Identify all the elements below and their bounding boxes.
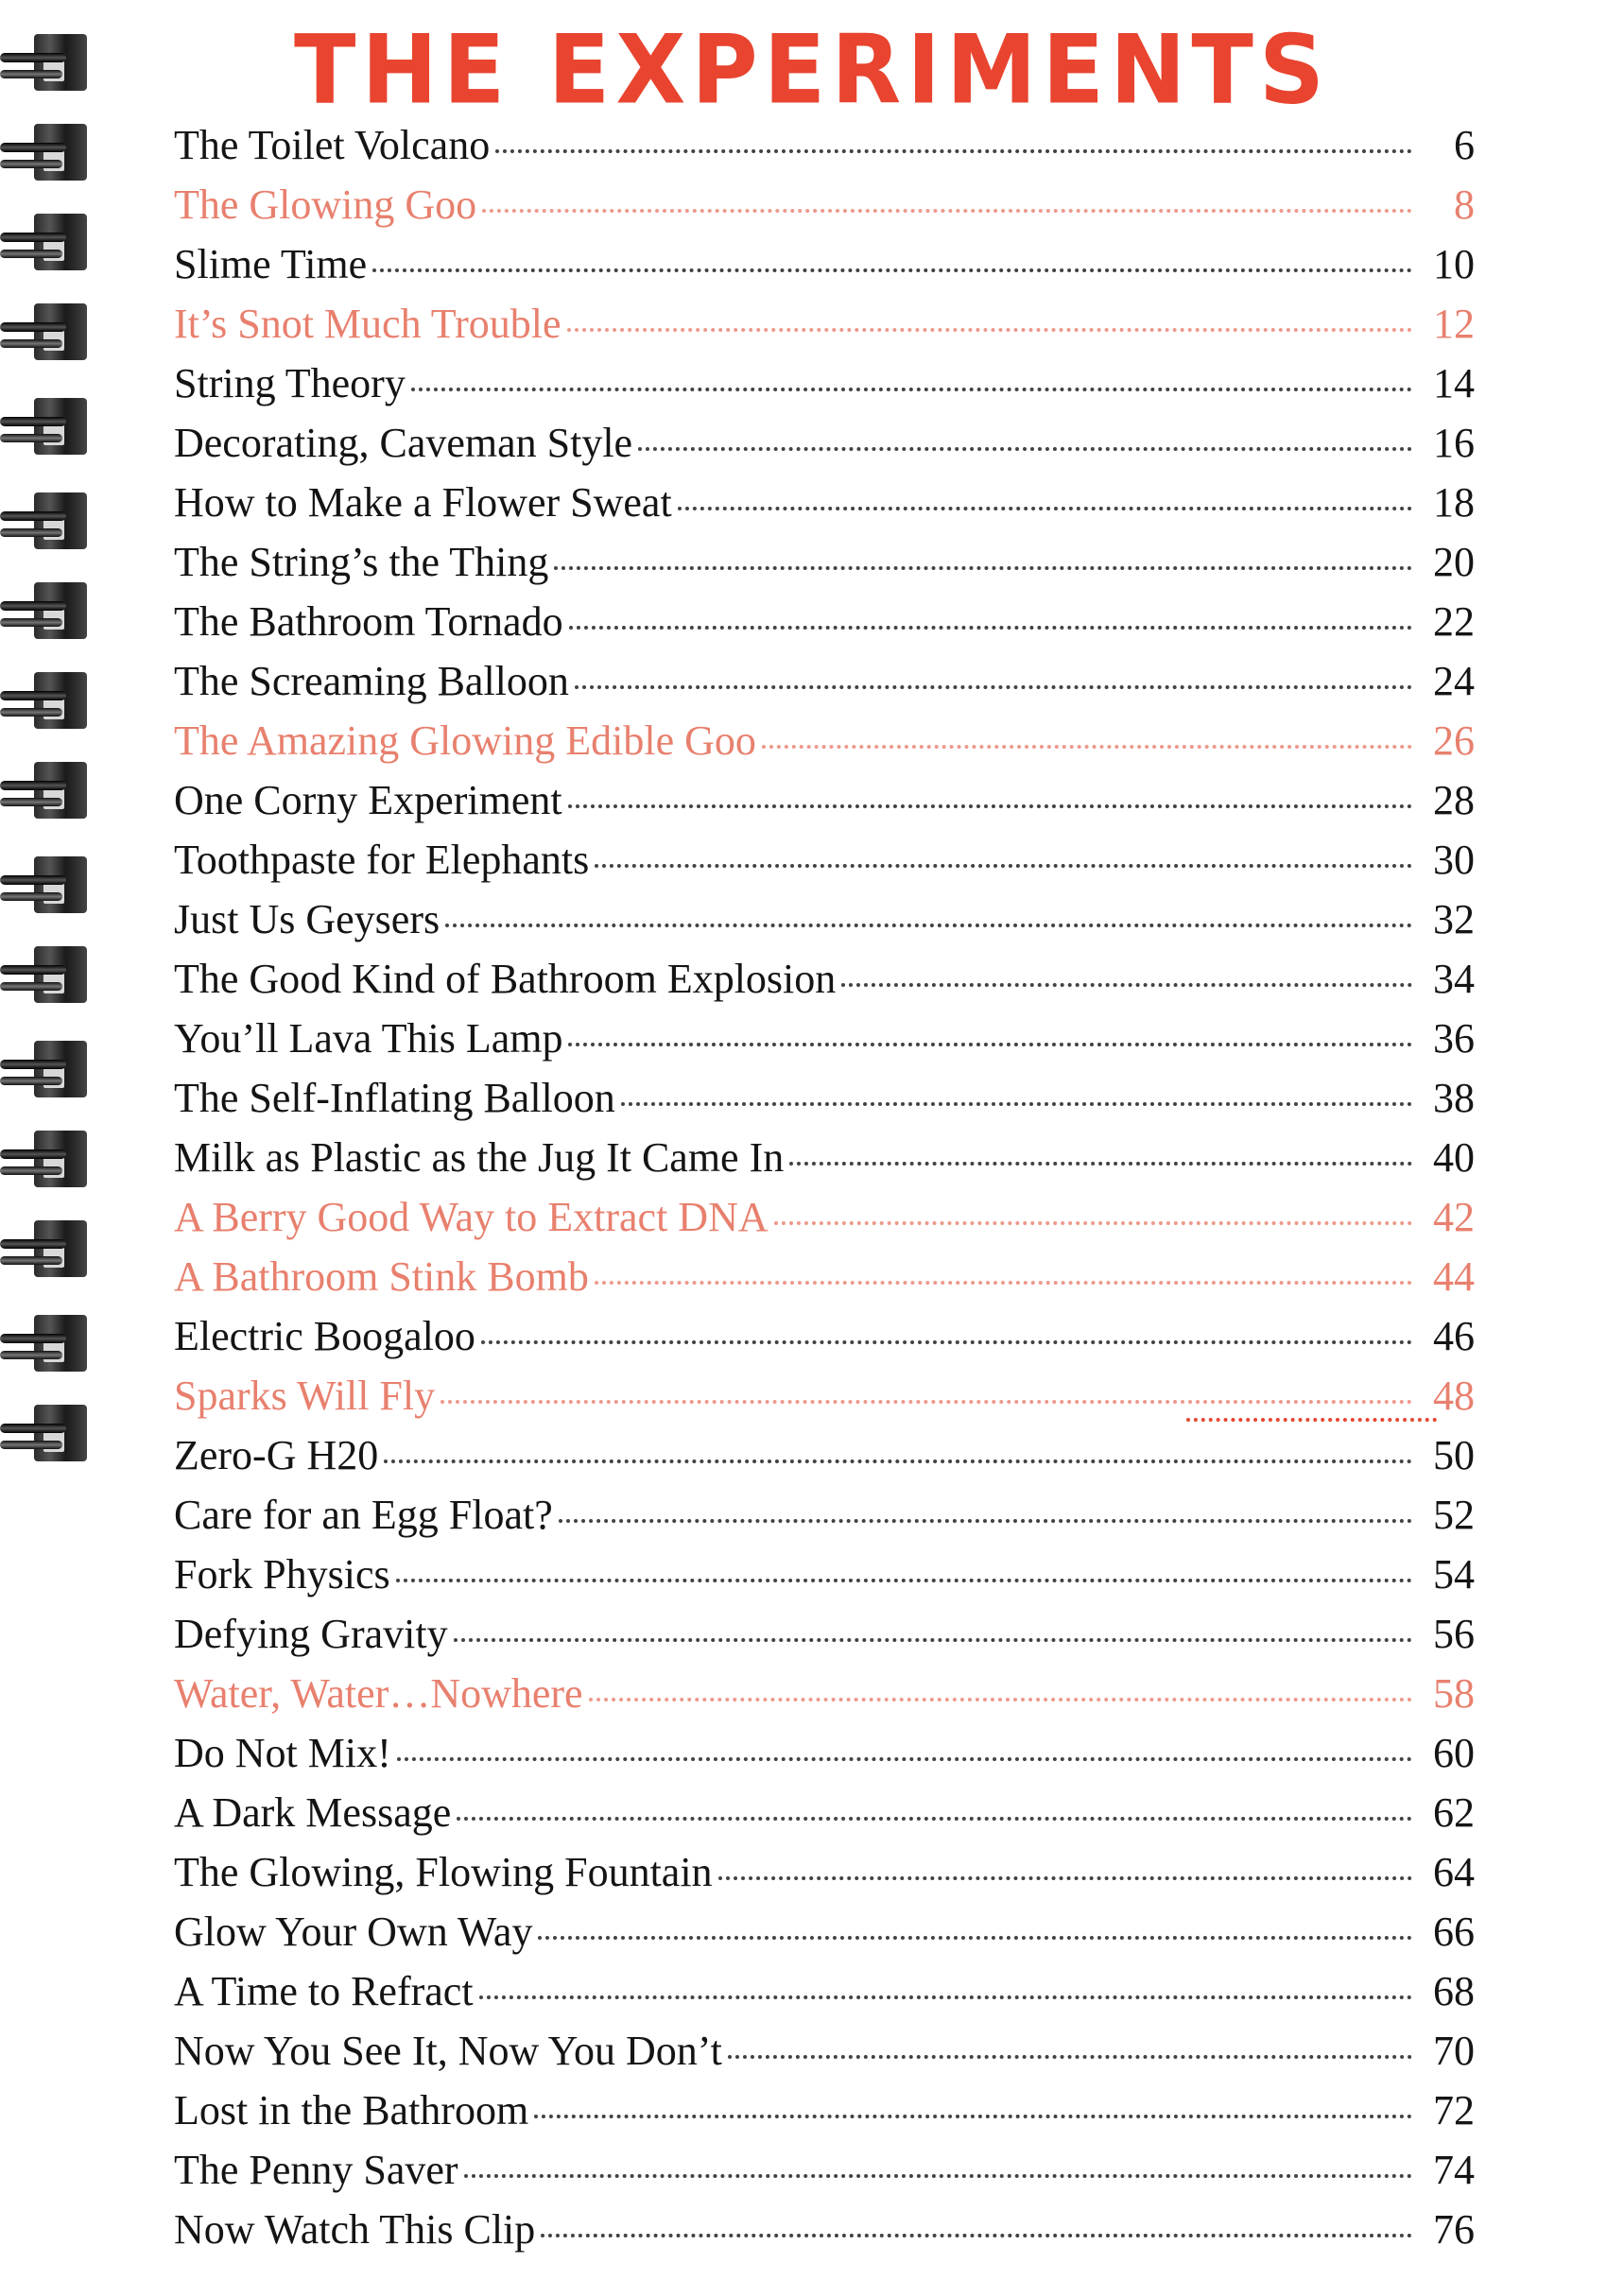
binding-ring <box>0 851 87 919</box>
entry-title: The Self-Inflating Balloon <box>174 1075 615 1121</box>
toc-entry <box>174 181 1475 240</box>
entry-title: Sparks Will Fly <box>174 1373 436 1419</box>
entry-title: The Amazing Glowing Edible Goo <box>174 717 756 764</box>
toc-entry <box>174 1491 1475 1550</box>
toc-entry <box>174 121 1475 181</box>
entry-page-number: 46 <box>1433 1313 1475 1359</box>
entry-title: Now Watch This Clip <box>174 2206 536 2253</box>
dot-leader <box>575 685 1412 689</box>
entry-title: Fork Physics <box>174 1551 390 1598</box>
entry-page-number: 16 <box>1433 420 1475 466</box>
toc-entry <box>174 240 1475 300</box>
dot-leader <box>774 1221 1412 1225</box>
entry-title: The String’s the Thing <box>174 539 549 585</box>
entry-page-number: 20 <box>1433 539 1475 585</box>
binding-ring <box>0 208 87 276</box>
entry-page-number: 36 <box>1433 1015 1475 1062</box>
entry-page-number: 50 <box>1433 1432 1475 1478</box>
dot-leader <box>454 1638 1412 1642</box>
toc-entry <box>174 2205 1475 2265</box>
entry-page-number: 52 <box>1433 1492 1475 1538</box>
entry-title: The Bathroom Tornado <box>174 598 563 645</box>
dot-leader <box>372 268 1412 272</box>
dot-leader <box>589 1698 1412 1701</box>
entry-page-number: 10 <box>1433 241 1475 287</box>
entry-page-number: 8 <box>1454 181 1475 228</box>
toc-entry <box>174 300 1475 359</box>
toc-entry <box>174 1372 1475 1431</box>
entry-page-number: 30 <box>1433 837 1475 883</box>
dot-leader <box>678 507 1412 510</box>
binding-ring <box>0 392 87 460</box>
toc-entry <box>174 1610 1475 1669</box>
binding-ring <box>0 1215 87 1283</box>
entry-title: Just Us Geysers <box>174 896 441 942</box>
entry-page-number: 72 <box>1433 2087 1475 2133</box>
dot-leader <box>445 924 1412 927</box>
entry-page-number: 40 <box>1433 1134 1475 1181</box>
toc-entry <box>174 895 1475 955</box>
entry-title: Now You See It, Now You Don’t <box>174 2028 722 2074</box>
toc-entry <box>174 478 1475 538</box>
dot-leader <box>495 149 1412 153</box>
dot-leader <box>464 2174 1412 2178</box>
binding-ring <box>0 487 87 555</box>
toc-entry <box>174 1133 1475 1193</box>
entry-title: The Screaming Balloon <box>174 658 569 704</box>
entry-title: The Toilet Volcano <box>174 122 491 168</box>
entry-title: Electric Boogaloo <box>174 1313 475 1359</box>
binding-ring <box>0 1309 87 1377</box>
toc-entry <box>174 657 1475 717</box>
toc-entry <box>174 1074 1475 1133</box>
entry-page-number: 12 <box>1433 301 1475 347</box>
toc-entry <box>174 1729 1475 1788</box>
dot-leader <box>479 1995 1412 1999</box>
entry-page-number: 62 <box>1433 1789 1475 1836</box>
dot-leader <box>595 864 1412 868</box>
dot-leader <box>638 447 1412 451</box>
entry-title: Slime Time <box>174 241 368 287</box>
entry-title: You’ll Lava This Lamp <box>174 1015 563 1062</box>
toc-entry <box>174 955 1475 1014</box>
entry-title: Lost in the Bathroom <box>174 2087 529 2133</box>
toc-entry <box>174 1788 1475 1848</box>
toc-entry <box>174 836 1475 895</box>
dot-leader <box>541 2234 1412 2237</box>
dot-leader <box>728 2055 1412 2059</box>
entry-title: A Berry Good Way to Extract DNA <box>174 1194 769 1240</box>
dot-leader <box>568 804 1412 808</box>
dot-leader <box>621 1102 1412 1106</box>
binding-ring <box>0 1035 87 1103</box>
entry-title: One Corny Experiment <box>174 777 562 823</box>
entry-page-number: 68 <box>1433 1968 1475 2014</box>
entry-title: A Dark Message <box>174 1789 452 1836</box>
dot-leader <box>457 1817 1412 1821</box>
dot-leader <box>538 1936 1412 1940</box>
red-dotted-mark <box>1186 1414 1437 1422</box>
dot-leader <box>554 566 1412 570</box>
toc-entry <box>174 419 1475 478</box>
dot-leader <box>789 1162 1412 1166</box>
dot-leader <box>569 626 1412 630</box>
entry-title: A Bathroom Stink Bomb <box>174 1253 589 1300</box>
entry-page-number: 32 <box>1433 896 1475 942</box>
toc-entry <box>174 1014 1475 1074</box>
binding-ring <box>0 118 87 186</box>
entry-page-number: 42 <box>1433 1194 1475 1240</box>
entry-page-number: 64 <box>1433 1849 1475 1895</box>
entry-title: The Glowing, Flowing Fountain <box>174 1849 713 1895</box>
entry-title: It’s Snot Much Trouble <box>174 301 561 347</box>
toc-entry <box>174 717 1475 776</box>
spiral-binding <box>0 0 95 2280</box>
toc-entry <box>174 1669 1475 1729</box>
entry-page-number: 18 <box>1433 479 1475 526</box>
entry-page-number: 14 <box>1433 360 1475 406</box>
toc-entry <box>174 538 1475 597</box>
dot-leader <box>567 328 1412 332</box>
entry-title: Decorating, Caveman Style <box>174 420 633 466</box>
toc-entry <box>174 1312 1475 1372</box>
dot-leader <box>762 745 1412 749</box>
binding-ring <box>0 666 87 734</box>
entry-title: The Penny Saver <box>174 2147 458 2193</box>
dot-leader <box>482 209 1412 213</box>
entry-page-number: 34 <box>1433 956 1475 1002</box>
dot-leader <box>396 1579 1412 1582</box>
entry-title: Milk as Plastic as the Jug It Came In <box>174 1134 785 1181</box>
entry-title: Do Not Mix! <box>174 1730 391 1776</box>
toc-entry <box>174 1908 1475 1967</box>
entry-title: The Good Kind of Bathroom Explosion <box>174 956 837 1002</box>
entry-title: The Glowing Goo <box>174 181 477 228</box>
entry-title: String Theory <box>174 360 406 406</box>
toc-entry <box>174 1967 1475 2027</box>
entry-page-number: 58 <box>1433 1670 1475 1717</box>
dot-leader <box>441 1400 1412 1404</box>
toc-entry <box>174 1848 1475 1908</box>
entry-title: A Time to Refract <box>174 1968 474 2014</box>
toc-entry <box>174 359 1475 419</box>
entry-page-number: 24 <box>1433 658 1475 704</box>
dot-leader <box>718 1876 1412 1880</box>
entry-title: Glow Your Own Way <box>174 1909 533 1955</box>
toc-entry <box>174 776 1475 836</box>
dot-leader <box>841 983 1412 987</box>
binding-ring <box>0 298 87 366</box>
entry-page-number: 22 <box>1433 598 1475 645</box>
dot-leader <box>595 1281 1412 1285</box>
entry-title: How to Make a Flower Sweat <box>174 479 672 526</box>
page-title: THE EXPERIMENTS <box>293 14 1331 126</box>
entry-page-number: 44 <box>1433 1253 1475 1300</box>
dot-leader <box>481 1340 1412 1344</box>
table-of-contents <box>174 121 1475 2265</box>
toc-entry <box>174 2146 1475 2205</box>
toc-entry <box>174 1431 1475 1491</box>
dot-leader <box>397 1757 1412 1761</box>
entry-title: Water, Water…Nowhere <box>174 1670 583 1717</box>
entry-page-number: 6 <box>1454 122 1475 168</box>
toc-entry <box>174 1252 1475 1312</box>
entry-page-number: 26 <box>1433 717 1475 764</box>
dot-leader <box>534 2115 1412 2118</box>
dot-leader <box>384 1460 1412 1463</box>
dot-leader <box>411 388 1412 391</box>
binding-ring <box>0 1125 87 1193</box>
entry-page-number: 66 <box>1433 1909 1475 1955</box>
dot-leader <box>568 1043 1412 1046</box>
entry-page-number: 48 <box>1433 1373 1475 1419</box>
entry-title: Toothpaste for Elephants <box>174 837 590 883</box>
toc-entry <box>174 2086 1475 2146</box>
binding-ring <box>0 1399 87 1467</box>
toc-entry <box>174 2027 1475 2086</box>
entry-page-number: 56 <box>1433 1611 1475 1657</box>
entry-title: Care for an Egg Float? <box>174 1492 553 1538</box>
dot-leader <box>559 1519 1412 1523</box>
entry-page-number: 60 <box>1433 1730 1475 1776</box>
entry-page-number: 28 <box>1433 777 1475 823</box>
entry-page-number: 38 <box>1433 1075 1475 1121</box>
toc-entry <box>174 1550 1475 1610</box>
entry-page-number: 54 <box>1433 1551 1475 1598</box>
entry-title: Zero-G H20 <box>174 1432 379 1478</box>
binding-ring <box>0 941 87 1009</box>
toc-entry <box>174 597 1475 657</box>
binding-ring <box>0 756 87 824</box>
entry-page-number: 70 <box>1433 2028 1475 2074</box>
toc-entry <box>174 1193 1475 1252</box>
entry-page-number: 74 <box>1433 2147 1475 2193</box>
entry-page-number: 76 <box>1433 2206 1475 2253</box>
binding-ring <box>0 577 87 645</box>
entry-title: Defying Gravity <box>174 1611 448 1657</box>
